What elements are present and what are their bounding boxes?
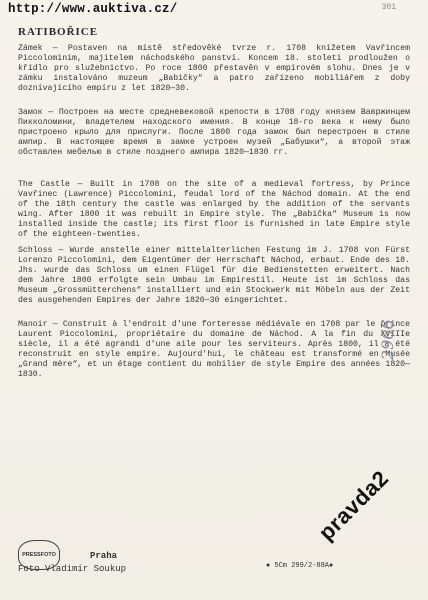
paragraph-russian: Замок — Построен на месте средневековой крепости в 1708 году князем Вавржинцем Пикколомини, владетелем находского имения. В конце 18-го века к нему было пристроено крыло для прислуги. После 1800 года замок был перестроен в стиле ампир. В настоящее время в замке устроен музей „Бабушки“, а второй этаж обставлен мебелью в стиле позднего ампира 1820—1830 гг. bbox=[18, 108, 410, 157]
page-title: RATIBOŘICE bbox=[18, 26, 99, 38]
watermark-pravda2: pravda2 bbox=[313, 465, 394, 546]
paragraph-french: Manoir — Construit à l'endroit d'une forteresse médiévale en 1708 par le prince Laurent Piccolomini, propriétaire du domaine de Náchod. A la fin du XVIIIe siècle, il a été agrandi d'une aile pour les serviteurs. Après 1800, il a été reconstruit en style empire. Aujourd'hui, le château est transformé en Musée „Grand mère“, et un étage contient du mobilier de style Empire des années 1820—1830. bbox=[18, 320, 410, 379]
corner-number: 301 bbox=[381, 3, 396, 12]
publisher-city: Praha bbox=[90, 551, 118, 561]
print-code: ● 5Cm 299/2-88A● bbox=[266, 562, 334, 570]
watermark-url: http://www.auktiva.cz/ bbox=[8, 2, 178, 16]
paragraph-english: The Castle — Built in 1708 on the site of a medieval fortress, by Prince Vavřinec (Lawrence) Piccolomini, feudal lord of the Náchod domain. At the end of the 18th century the castle was enlarged by the addition of the servants wing. After 1800 it was rebuilt in Empire style. The „Babička“ Museum is now installed inside the castle; its first floor is furnished in late Empire style of the eighteen-twenties. bbox=[18, 180, 410, 239]
handwritten-mark: 2966 bbox=[378, 319, 397, 360]
paragraph-german: Schloss — Wurde anstelle einer mittelalterlichen Festung im J. 1708 von Fürst Lorenzo Piccolomini, dem Eigentümer der Herrschaft Náchod, erbaut. Ende des 18. Jhs. wurde das Schloss um einen Flügel für die Bedienstetten erweitert. Nach dem Jahre 1800 erfolgte sein Umbau im Empirestil. Heute ist im Schloss das Museum „Grossmütterchens“ installiert und ein Stockwerk mit Möbeln aus der Zeit des ausgehenden Empires der Jahre 1820—30 eingerichtet. bbox=[18, 246, 410, 305]
photographer-credit: Foto Vladimír Soukup bbox=[18, 564, 127, 574]
paragraph-czech: Zámek — Postaven na místě středověké tvrze r. 1708 knížetem Vavřincem Piccolominim, majitelem náchodského panství. Koncem 18. století prodloužen o křídlo pro služebnictvo. Po roce 1800 přestavěn v empírovém slohu. Dnes je v zámku instalováno muzeum „Babičky“ a patro zařízeno mobiliářem z doby doznívajícího empíru z let 1820—30. bbox=[18, 44, 410, 93]
logo-text: PRESSFOTO bbox=[22, 552, 56, 558]
